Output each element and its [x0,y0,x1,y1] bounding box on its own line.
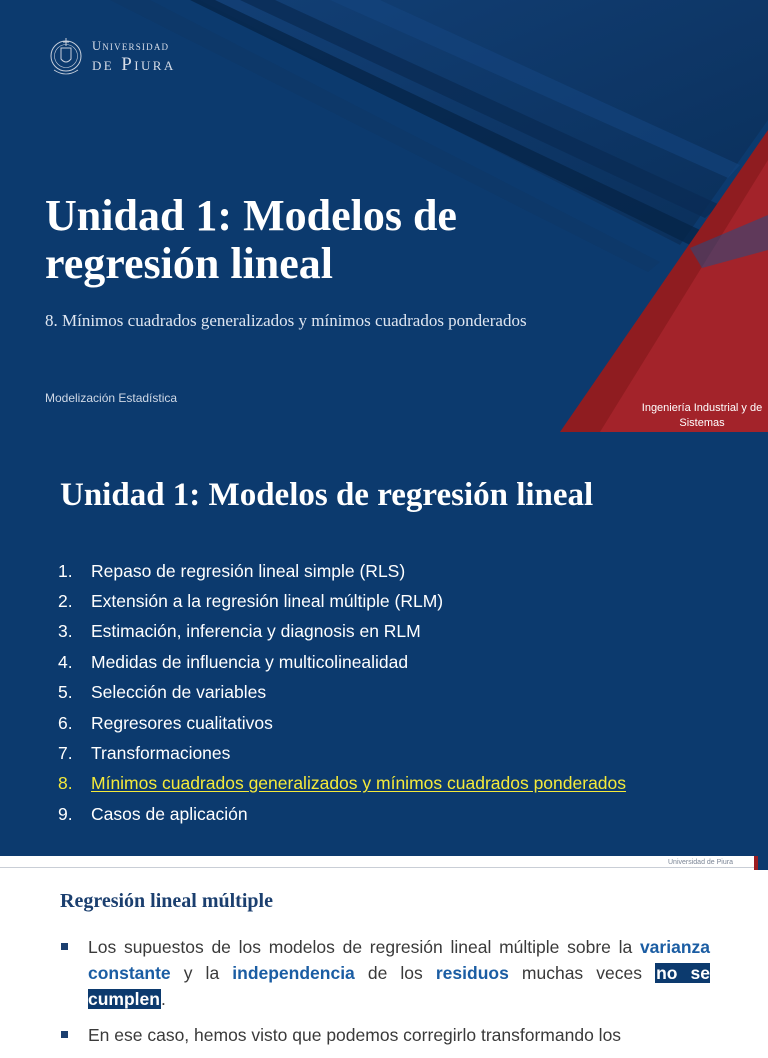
keyword-residuos: residuos [435,963,509,983]
agenda-slide [0,432,768,856]
agenda-item-text: Repaso de regresión lineal simple (RLS) [91,560,406,581]
logo-line-2: de Piura [92,54,176,76]
agenda-item [58,708,626,738]
agenda-item-number: 4. [58,651,73,672]
agenda-item-number: 2. [58,591,73,612]
agenda-list [58,556,626,830]
agenda-item-text: Selección de variables [91,682,267,703]
bullet-item [60,934,710,1012]
agenda-item [58,738,626,768]
square-bullet-icon [61,1031,68,1038]
school-name: Ingeniería Industrial y de Sistemas [641,402,763,429]
agenda-item-number: 1. [58,560,73,581]
agenda-title: Unidad 1: Modelos de regresión lineal [60,477,594,513]
agenda-item [58,678,626,708]
bullet-text: Los supuestos de los modelos de regresión lineal múltiple sobre la [88,937,640,957]
agenda-item-text: Extensión a la regresión lineal múltiple (RLM) [91,591,444,612]
agenda-item-number: 7. [58,743,73,764]
header-divider [0,867,768,868]
course-name: Modelización Estadística [45,391,178,405]
bullet-text: y la [170,963,233,983]
highlighted-phrase: no se cumplen [88,963,710,1009]
keyword-varianza: varianza constante [88,937,710,983]
bullet-text: En ese caso, hemos visto que podemos corregirlo transformando los [88,1025,622,1045]
content-heading: Regresión lineal múltiple [60,890,273,912]
agenda-item [58,799,626,829]
bullet-text: . [160,989,166,1009]
slide-brand-label: Universidad de Piura [668,859,733,866]
agenda-item-text: Casos de aplicación [91,803,248,824]
university-seal-icon [48,34,84,80]
agenda-item-number: 5. [58,682,73,703]
presentation-subtitle: 8. Mínimos cuadrados generalizados y mínimos cuadrados ponderados [45,311,527,330]
agenda-item-text: Regresores cualitativos [91,712,273,733]
bullet-text: muchas veces [508,963,656,983]
content-slide [0,856,768,1045]
logo-line-1: Universidad [92,38,170,53]
agenda-item [58,647,626,677]
agenda-item-current [58,769,626,799]
agenda-item-number: 8. [58,773,73,794]
agenda-item [58,556,626,586]
agenda-item [58,617,626,647]
agenda-item-number: 6. [58,712,73,733]
agenda-item-number: 3. [58,621,73,642]
keyword-independencia: independencia [232,963,355,983]
agenda-item-number: 9. [58,803,73,824]
bullet-text: de los [354,963,436,983]
agenda-item-text: Medidas de influencia y multicolinealidad [91,651,409,672]
university-logo [48,34,176,80]
header-accent-stripe-blue [758,856,768,870]
square-bullet-icon [61,943,68,950]
agenda-item-text: Transformaciones [91,743,231,764]
agenda-item-text: Mínimos cuadrados generalizados y mínimos cuadrados ponderados [91,773,627,794]
agenda-item-text: Estimación, inferencia y diagnosis en RLM [91,621,421,642]
content-bullets [60,934,710,1058]
title-slide [0,0,768,432]
presentation-title: Unidad 1: Modelos de regresión lineal [45,191,457,288]
agenda-item [58,586,626,616]
bullet-item [60,1022,710,1048]
